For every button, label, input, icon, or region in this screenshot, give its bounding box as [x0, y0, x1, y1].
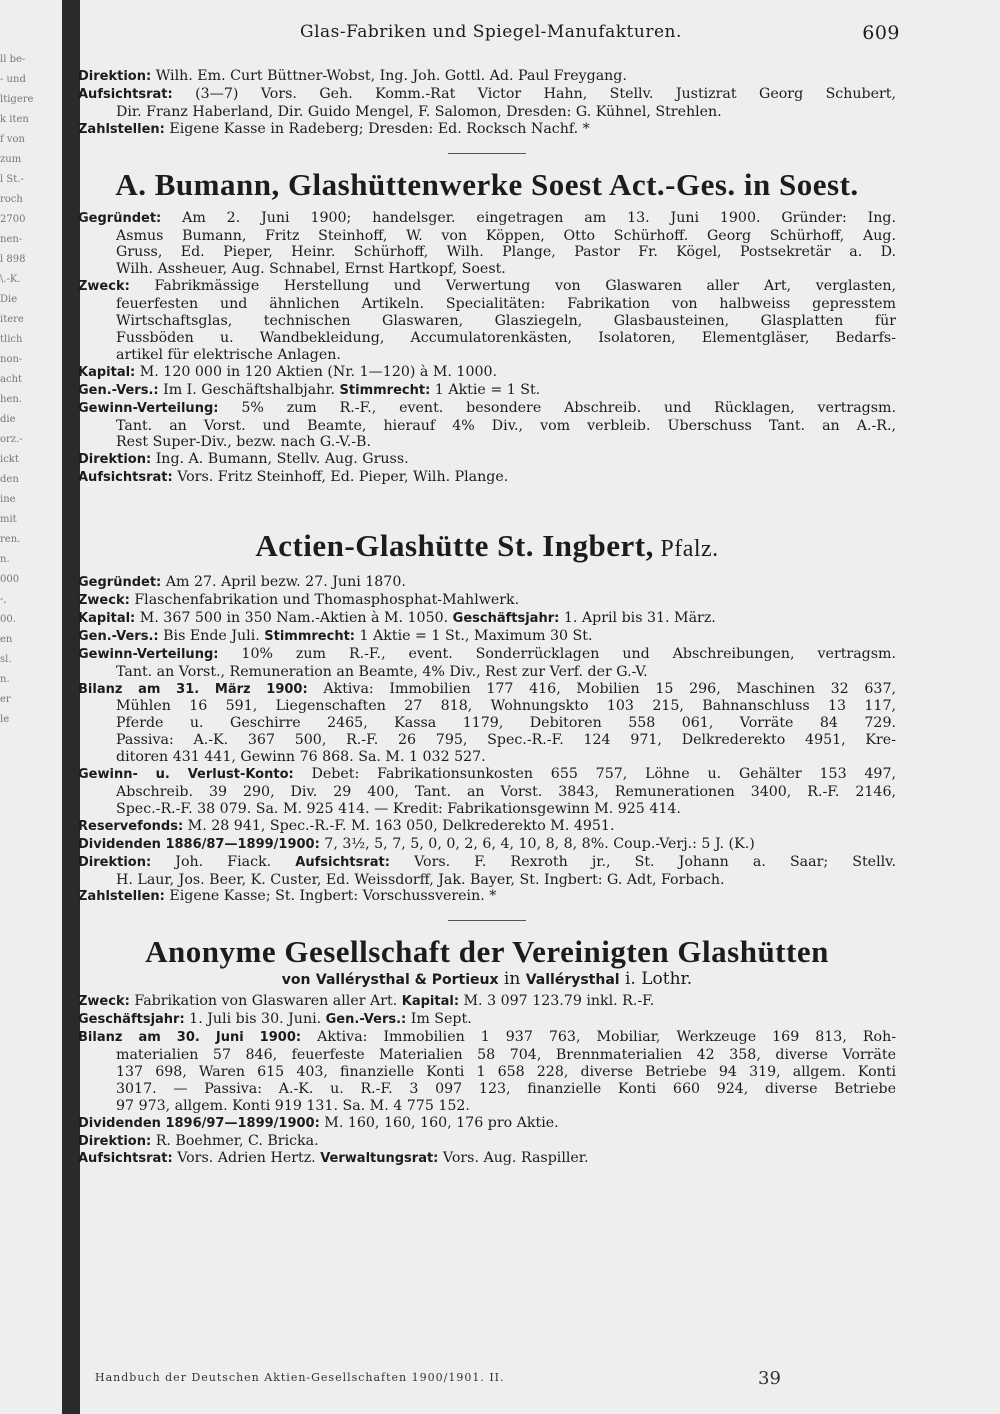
field-text: M. 160, 160, 160, 176 pro Aktie. [319, 1114, 559, 1131]
field-label: Bilanz am 30. Juni 1900: [78, 1030, 302, 1046]
field-label: Geschäftsjahr: [78, 1012, 185, 1028]
margin-fragment: tlich [0, 334, 23, 345]
field-text: artikel für elektrische Anlagen. [116, 346, 341, 363]
field-label: Zahlstellen: [78, 889, 165, 905]
text-line [78, 68, 896, 86]
text-line [78, 364, 896, 382]
field-text: ditoren 431 441, Gewinn 76 868. Sa. M. 1 032 527. [116, 749, 486, 766]
text-line [78, 278, 896, 296]
field-label: Dividenden 1886/87—1899/1900: [78, 836, 320, 852]
field-label: Aufsichtsrat: [78, 1151, 173, 1167]
text-line [78, 313, 896, 330]
margin-fragment: ickt [0, 454, 19, 465]
company-title-bumann: A. Bumann, Glashüttenwerke Soest Act.-Ges. in Soest. [115, 166, 859, 202]
field-label: Stimmrecht: [264, 628, 355, 644]
field-label: Gen.-Vers.: [325, 1012, 407, 1028]
text-line [78, 610, 896, 628]
field-text: Vors. Aug. Raspiller. [438, 1150, 589, 1167]
company-title-vallerysthal: Anonyme Gesellschaft der Vereinigten Glashütten [145, 934, 829, 970]
field-text: 10% zum R.-F., event. Sonderrücklagen und Abschreibungen, vertragsm. [218, 645, 896, 662]
field-label: Gen.-Vers.: [78, 382, 159, 398]
field-text: Aktiva: Immobilien 1 937 763, Mobiliar, Werkzeuge 169 813, Roh- [301, 1029, 896, 1046]
field-label: Kapital: [401, 994, 460, 1010]
field-text: feuerfesten und ähnlichen Artikeln. Specialitäten: Fabrikation von halbweiss gepresstem [116, 296, 896, 313]
field-label: Direktion: [78, 1133, 152, 1149]
field-text: Vors. F. Rexroth jr., St. Johann a. Saar; Stellv. [389, 853, 896, 870]
company-title-st-ingbert [78, 529, 896, 566]
field-text: Wirtschaftsglas, technischen Glaswaren, Glasziegeln, Glasbausteinen, Glasplatten für [116, 313, 896, 330]
field-text: Im I. Geschäftshalbjahr. [158, 381, 340, 398]
field-label: Aufsichtsrat: [295, 854, 390, 870]
margin-fragment: ll be- [0, 54, 26, 65]
text-line [78, 1081, 896, 1098]
text-line [78, 801, 896, 818]
field-text: Eigene Kasse; St. Ingbert: Vorschussverein. * [164, 888, 497, 905]
section-bumann [78, 210, 896, 488]
page-number: 609 [862, 22, 900, 44]
margin-fragment: ltigere [0, 94, 34, 105]
field-text: 3017. — Passiva: A.-K. u. R.-F. 3 097 123, finanzielle Konti 660 924, diverse Betriebe [116, 1080, 896, 1097]
field-text: 1 Aktie = 1 St. [430, 381, 541, 398]
field-label: Zahlstellen: [78, 121, 165, 137]
text-line [78, 244, 896, 261]
text-line [78, 749, 896, 766]
field-label: Zweck: [78, 279, 130, 295]
section-st-ingbert [78, 574, 896, 906]
field-text: Aktiva: Immobilien 177 416, Mobilien 15 296, Maschinen 32 637, [307, 680, 896, 697]
field-label: Gegründet: [78, 575, 162, 591]
margin-fragment: non- [0, 354, 23, 365]
text-line [78, 854, 896, 872]
divider [448, 920, 526, 921]
margin-fragment: -, [0, 594, 7, 605]
field-text: Passiva: A.-K. 367 500, R.-F. 26 795, Spec.-R.-F. 124 971, Delkrederekto 4951, Kre- [116, 732, 896, 749]
field-label: Gen.-Vers.: [78, 628, 159, 644]
field-text: 137 698, Waren 615 403, finanzielle Konti 1 658 228, diverse Betriebe 94 319, allgem. Konti [116, 1063, 896, 1080]
text-line [78, 1011, 896, 1029]
company-subtitle [78, 971, 896, 989]
field-text: Tant. an Vorst., Remuneration an Beamte, 4% Div., Rest zur Verf. der G.-V. [116, 663, 648, 680]
margin-fragment: mit [0, 514, 17, 525]
field-text: Ing. A. Bumann, Stellv. Aug. Gruss. [151, 451, 409, 468]
text-line [78, 296, 896, 313]
field-label: Verwaltungsrat: [320, 1151, 439, 1167]
text-line [78, 888, 896, 906]
field-text: Am 2. Juni 1900; handelsger. eingetragen am 13. Juni 1900. Gründer: Ing. [161, 209, 896, 226]
margin-fragment: n. [0, 554, 10, 565]
margin-fragment: acht [0, 374, 23, 385]
field-text: Abschreib. 39 290, Div. 29 400, Tant. an Vorst. 3843, Remunerationen 3400, R.-F. 2146, [116, 784, 896, 800]
field-text: Rest Super-Div., bezw. nach G.-V.-B. [116, 434, 371, 451]
field-text: (3—7) Vors. Geh. Komm.-Rat Victor Hahn, Stellv. Justizrat Georg Schubert, [172, 85, 896, 102]
field-label: Direktion: [78, 854, 152, 870]
field-text: materialien 57 846, feuerfeste Materialien 58 704, Brennmaterialien 42 358, diverse Vorräte [116, 1046, 896, 1063]
section-vallerysthal [78, 993, 896, 1168]
field-label: Aufsichtsrat: [78, 470, 173, 486]
field-text: Asmus Bumann, Fritz Steinhoff, W. von Köppen, Otto Schürhoff. Georg Schürhoff, Aug. [116, 227, 896, 244]
field-text: Fussböden u. Wandbekleidung, Accumulatorenkästen, Isolatoren, Elementgläser, Bedarfs- [116, 329, 896, 346]
field-text: 97 973, allgem. Konti 919 131. Sa. M. 4 775 152. [116, 1097, 470, 1114]
margin-fragment: itere [0, 314, 24, 325]
margin-fragment: - und [0, 74, 26, 85]
field-text: 1. April bis 31. März. [559, 609, 716, 626]
divider [448, 153, 526, 154]
left-margin-bleed [0, 50, 58, 850]
text-line [78, 732, 896, 749]
margin-fragment: er [0, 694, 11, 705]
text-line [78, 836, 896, 854]
margin-fragment: sl. [0, 654, 12, 665]
margin-fragment: zum [0, 154, 22, 165]
margin-fragment: Die [0, 294, 18, 305]
text-line [78, 347, 896, 364]
field-text: Mühlen 16 591, Liegenschaften 27 818, Wohnungskto 103 215, Bahnanschluss 13 117, [116, 698, 896, 715]
header-title: Glas-Fabriken und Spiegel-Manufakturen. [300, 22, 682, 42]
field-text: Tant. an Vorst. und Beamte, hierauf 4% Div., vom verbleib. Überschuss Tant. an A.-R., [116, 417, 896, 434]
text-line [78, 451, 896, 469]
margin-fragment: orz.- [0, 434, 23, 445]
margin-fragment: le [0, 714, 10, 725]
field-text: R. Boehmer, C. Bricka. [151, 1132, 319, 1149]
field-label: Aufsichtsrat: [78, 86, 173, 102]
margin-fragment: k iten [0, 114, 29, 125]
text-line [78, 715, 896, 732]
field-label: Direktion: [78, 452, 152, 468]
text-line [78, 574, 896, 592]
field-label: Bilanz am 31. März 1900: [78, 681, 308, 697]
margin-fragment: roch [0, 194, 23, 205]
field-text: Eigene Kasse in Radeberg; Dresden: Ed. Rocksch Nachf. * [164, 120, 590, 137]
text-line [78, 418, 896, 435]
field-label: Gegründet: [78, 210, 162, 226]
margin-fragment: 00. [0, 614, 16, 625]
text-line [78, 210, 896, 228]
text-line [78, 1098, 896, 1115]
text-line [78, 681, 896, 699]
field-label: Reservefonds: [78, 818, 184, 834]
text-line [78, 993, 896, 1011]
text-line [78, 784, 896, 801]
text-line [78, 104, 896, 121]
field-text: Am 27. April bezw. 27. Juni 1870. [161, 574, 406, 591]
field-text: Vors. Fritz Steinhoff, Ed. Pieper, Wilh. Plange. [172, 469, 509, 486]
title-main: Actien-Glashütte St. Ingbert, [255, 528, 654, 564]
field-text: M. 3 097 123.79 inkl. R.-F. [459, 993, 655, 1010]
margin-fragment: hen. [0, 394, 22, 405]
margin-fragment: l 898 [0, 254, 26, 265]
signature-marker: 39 [758, 1368, 781, 1389]
field-text: 1 Aktie = 1 St., Maximum 30 St. [355, 627, 593, 644]
field-text: Joh. Fiack. [151, 853, 296, 870]
text-line [78, 261, 896, 278]
text-line [78, 698, 896, 715]
field-label: Kapital: [78, 610, 136, 626]
field-label: Kapital: [78, 364, 136, 380]
margin-fragment: 2700 [0, 214, 26, 225]
text-line [78, 1047, 896, 1064]
field-text: Spec.-R.-F. 38 079. Sa. M. 925 414. — Kredit: Fabrikationsgewinn M. 925 414. [116, 800, 681, 817]
field-text: Fabrikmässige Herstellung und Verwertung von Glaswaren aller Art, verglasten, [129, 278, 896, 295]
field-text: 1. Juli bis 30. Juni. [184, 1011, 326, 1028]
text-line [78, 1150, 896, 1168]
margin-fragment: l St.- [0, 174, 24, 185]
field-label: Gewinn- u. Verlust-Konto: [78, 767, 294, 783]
section-continued [78, 68, 896, 139]
field-text: M. 120 000 in 120 Aktien (Nr. 1—120) à M. 1000. [135, 363, 498, 380]
field-text: M. 28 941, Spec.-R.-F. M. 163 050, Delkrederekto M. 4951. [183, 817, 615, 834]
field-text: Pferde u. Geschirre 2465, Kassa 1179, Debitoren 558 061, Vorräte 84 729. [116, 715, 896, 732]
margin-fragment: en [0, 634, 13, 645]
text-line [78, 1064, 896, 1081]
text-line [78, 628, 896, 646]
field-text: 5% zum R.-F., event. besondere Abschreib. und Rücklagen, vertragsm. [218, 399, 896, 416]
field-text: Bis Ende Juli. [158, 627, 265, 644]
text-line [78, 400, 896, 418]
field-label: Dividenden 1896/97—1899/1900: [78, 1115, 320, 1131]
field-text: Wilh. Assheuer, Aug. Schnabel, Ernst Hartkopf, Soest. [116, 261, 506, 278]
text-line [78, 1115, 896, 1133]
field-text: 7, 3½, 5, 7, 5, 0, 0, 2, 6, 4, 10, 8, 8, 8%. Coup.-Verj.: 5 J. (K.) [319, 835, 755, 852]
text-line [78, 818, 896, 836]
field-text: Flaschenfabrikation und Thomasphosphat-Mahlwerk. [129, 592, 520, 609]
margin-fragment: 000 [0, 574, 20, 585]
field-label: Zweck: [78, 593, 130, 609]
subtitle-in: in [503, 969, 521, 990]
field-text: M. 367 500 in 350 Nam.-Aktien à M. 1050. [135, 609, 453, 626]
subtitle-region: i. Lothr. [625, 969, 693, 990]
text-line [78, 766, 896, 784]
text-line [78, 664, 896, 681]
text-line [78, 469, 896, 487]
text-line [78, 872, 896, 889]
text-line [78, 86, 896, 104]
margin-fragment: die [0, 414, 16, 425]
text-line [78, 382, 896, 400]
field-text: Fabrikation von Glaswaren aller Art. [129, 993, 402, 1010]
text-line [78, 646, 896, 664]
margin-fragment: nen- [0, 234, 23, 245]
text-line [78, 592, 896, 610]
field-text: Gruss, Ed. Pieper, Heinr. Schürhoff, Wilh. Plange, Pastor Fr. Kögel, Postsekretär a. D. [116, 244, 896, 261]
page-footer: Handbuch der Deutschen Aktien-Gesellschaften 1900/1901. II. [95, 1371, 505, 1384]
margin-fragment: ren. [0, 534, 21, 545]
field-label: Direktion: [78, 69, 152, 84]
field-text: Wilh. Em. Curt Büttner-Wobst, Ing. Joh. Gottl. Ad. Paul Freygang. [151, 68, 627, 84]
margin-fragment: \.-K. [0, 274, 21, 285]
field-label: Gewinn-Verteilung: [78, 646, 219, 662]
margin-fragment: f von [0, 134, 25, 145]
title-suffix: Pfalz. [653, 536, 719, 563]
subtitle-firm: Vallérysthal & Portieux [315, 972, 499, 989]
field-label: Stimmrecht: [339, 382, 431, 398]
field-text: H. Laur, Jos. Beer, K. Custer, Ed. Weissdorff, Jak. Bayer, St. Ingbert: G. Adt, Forbach. [116, 871, 725, 888]
text-line [78, 1029, 896, 1047]
text-line [78, 228, 896, 245]
text-line [78, 434, 896, 451]
margin-fragment: n. [0, 674, 10, 685]
field-text: Vors. Adrien Hertz. [172, 1150, 321, 1167]
field-label: Gewinn-Verteilung: [78, 400, 219, 416]
subtitle-von: von [281, 972, 311, 989]
field-label: Zweck: [78, 994, 130, 1010]
field-label: Geschäftsjahr: [452, 610, 560, 626]
text-line [78, 330, 896, 347]
page-content [78, 68, 896, 1168]
field-text: Dir. Franz Haberland, Dir. Guido Mengel, F. Salomon, Dresden: G. Kühnel, Strehlen. [116, 103, 722, 120]
field-text: Im Sept. [406, 1011, 472, 1028]
margin-fragment: den [0, 474, 19, 485]
field-text: Debet: Fabrikationsunkosten 655 757, Löhne u. Gehälter 153 497, [293, 766, 896, 783]
text-line [78, 121, 896, 139]
subtitle-place: Vallérysthal [525, 972, 620, 989]
text-line [78, 1133, 896, 1151]
margin-fragment: ine [0, 494, 16, 505]
